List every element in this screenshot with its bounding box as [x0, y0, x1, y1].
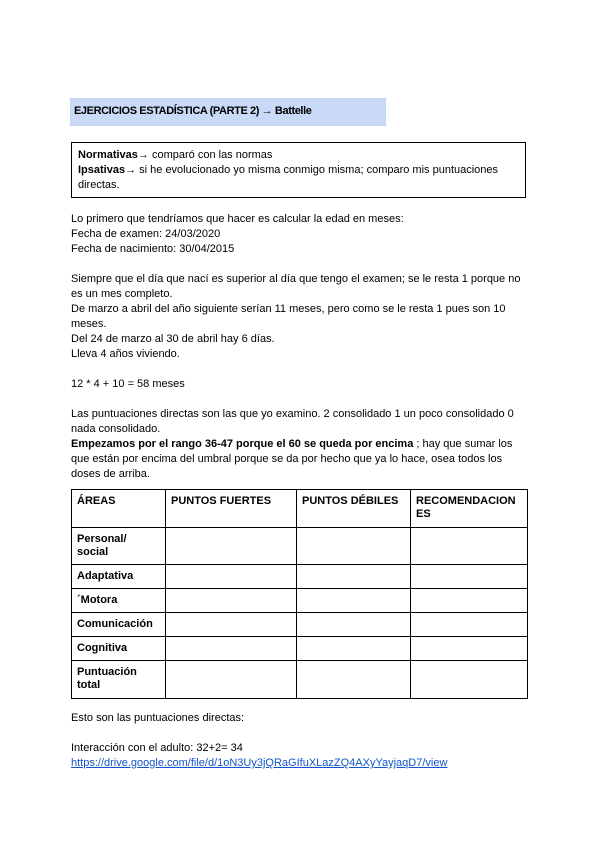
table-row	[72, 565, 528, 589]
birth-date: Fecha de nacimiento: 30/04/2015	[71, 243, 235, 255]
row-label: ´Motora	[72, 589, 166, 613]
row-label: Cognitiva	[72, 637, 166, 661]
header-puntos-debiles: PUNTOS DÉBILES	[297, 490, 411, 528]
table-row	[72, 661, 528, 699]
header-areas: ÁREAS	[72, 490, 166, 528]
body-text	[71, 212, 531, 482]
ipsativas-term: Ipsativas	[78, 164, 126, 176]
row-label: Adaptativa	[72, 565, 166, 589]
table-row	[72, 589, 528, 613]
table-row	[72, 528, 528, 565]
age-calculation: 12 * 4 + 10 = 58 meses	[71, 378, 185, 390]
scores-line-2: Empezamos por el rango 36-47 porque el 60 se queda por encima ; hay que sumar los que están por encima del umbral porque se da por hecho que ya lo hace, osea todos los doses de arriba.	[71, 438, 513, 480]
table-header-row	[72, 490, 528, 528]
table-row	[72, 637, 528, 661]
explanation-line-3: Del 24 de marzo al 30 de abril hay 6 días.	[71, 333, 275, 345]
explanation-line-1: Siempre que el día que nací es superior al día que tengo el examen; se le resta 1 porque no es un mes completo.	[71, 273, 521, 300]
scores-line-1: Las puntuaciones directas son las que yo examino. 2 consolidado 1 un poco consolidado 0 nada consolidado.	[71, 408, 514, 435]
header-puntos-fuertes: PUNTOS FUERTES	[166, 490, 297, 528]
age-intro: Lo primero que tendríamos que hacer es calcular la edad en meses:	[71, 213, 404, 225]
row-label: Personal/ social	[72, 528, 166, 565]
explanation-line-4: Lleva 4 años viviendo.	[71, 348, 180, 360]
scores-note: Esto son las puntuaciones directas:	[71, 712, 245, 724]
header-recomendaciones: RECOMENDACIONES	[411, 490, 528, 528]
document-title: EJERCICIOS ESTADÍSTICA (PARTE 2) → Battelle	[70, 98, 386, 126]
footer-text	[71, 711, 531, 771]
normativas-term: Normativas	[78, 149, 138, 161]
drive-link[interactable]: https://drive.google.com/file/d/1oN3Uy3jQRaGIfuXLazZQ4AXyYayjaqD7/view	[71, 757, 448, 769]
scores-bold: Empezamos por el rango 36-47 porque el 60 se queda por encima	[71, 438, 414, 450]
row-label: Puntuación total	[72, 661, 166, 699]
table-row	[72, 613, 528, 637]
exam-date: Fecha de examen: 24/03/2020	[71, 228, 221, 240]
areas-table	[71, 489, 528, 699]
interaction-score: Interacción con el adulto: 32+2= 34	[71, 742, 243, 754]
normativas-definition: Normativas→ comparó con las normas	[78, 149, 273, 161]
row-label: Comunicación	[72, 613, 166, 637]
explanation-line-2: De marzo a abril del año siguiente serían 11 meses, pero como se le resta 1 pues son 10 meses.	[71, 303, 506, 330]
ipsativas-definition: Ipsativas→ si he evolucionado yo misma conmigo misma; comparo mis puntuaciones directas.	[78, 164, 499, 191]
definitions-box	[71, 142, 526, 198]
